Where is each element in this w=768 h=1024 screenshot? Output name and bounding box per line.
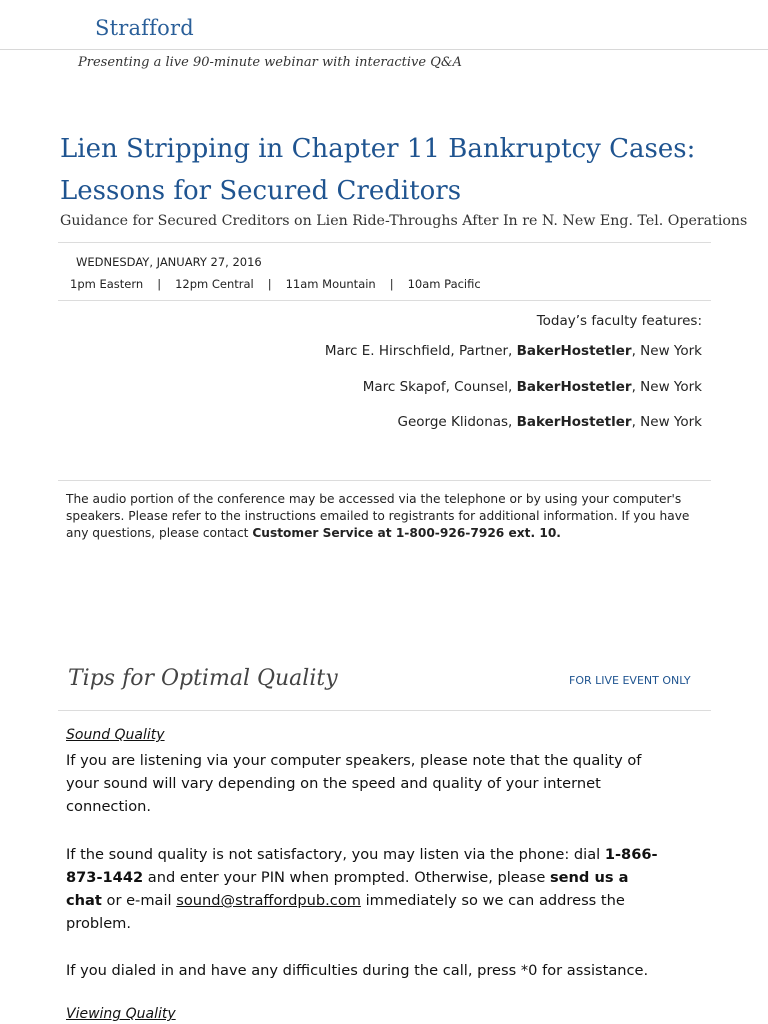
time-eastern: 1pm Eastern <box>70 277 144 291</box>
faculty-location: , New York <box>631 343 702 359</box>
send-chat-link[interactable]: send us a chat <box>66 869 629 909</box>
faculty-firm: BakerHostetler <box>516 379 632 395</box>
sound-p2-text: If the sound quality is not satisfactory, you may listen via the phone: dial <box>66 846 605 863</box>
sound-quality-heading: Sound Quality <box>66 727 165 743</box>
customer-service-contact: Customer Service at 1-800-926-7926 ext. 10. <box>252 526 561 540</box>
tips-title: Tips for Optimal Quality <box>68 666 338 691</box>
sound-paragraph-3: If you dialed in and have any difficulties during the call, press *0 for assistance. <box>66 962 649 979</box>
event-date: WEDNESDAY, JANUARY 27, 2016 <box>76 255 262 269</box>
faculty-name: George Klidonas, <box>397 414 517 430</box>
faculty-location: , New York <box>631 414 702 430</box>
divider <box>58 480 711 481</box>
viewing-quality-heading: Viewing Quality <box>66 1006 176 1022</box>
faculty-member <box>325 343 702 359</box>
sound-paragraph-1: If you are listening via your computer speakers, please note that the quality of your sound will vary depending on the speed and quality of your internet connection. <box>66 752 642 815</box>
sound-p2-text: or e-mail <box>101 892 177 909</box>
audio-text: The audio portion of the conference may be accessed via the telephone or by using your computer's speakers. Please refer to the instructions emailed to registrants for additional information. If you have any questions, please contact <box>66 492 690 540</box>
faculty-member <box>363 379 702 395</box>
tagline: Presenting a live 90-minute webinar with interactive Q&A <box>78 55 462 70</box>
time-pacific: 10am Pacific <box>407 277 481 291</box>
faculty-name: Marc E. Hirschfield, Partner, <box>324 343 517 359</box>
time-separator: | <box>389 277 394 291</box>
live-event-only-label: FOR LIVE EVENT ONLY <box>569 674 691 687</box>
faculty-firm: BakerHostetler <box>516 414 632 430</box>
time-separator: | <box>157 277 162 291</box>
header-divider <box>0 49 768 50</box>
webinar-subtitle: Guidance for Secured Creditors on Lien Ride-Throughs After In re N. New Eng. Tel. Operations <box>60 213 748 229</box>
title-line-2: Lessons for Secured Creditors <box>60 176 462 206</box>
divider <box>58 300 711 301</box>
sound-paragraph-2 <box>66 843 666 935</box>
faculty-location: , New York <box>631 379 702 395</box>
time-central: 12pm Central <box>175 277 254 291</box>
faculty-name: Marc Skapof, Counsel, <box>362 379 517 395</box>
sound-email-link[interactable]: sound@straffordpub.com <box>176 892 361 909</box>
time-mountain: 11am Mountain <box>285 277 376 291</box>
dial-in-number: 1-866-873-1442 <box>66 846 658 886</box>
time-separator: | <box>267 277 272 291</box>
sound-p2-text: and enter your PIN when prompted. Otherwise, please <box>143 869 550 886</box>
divider <box>58 710 711 711</box>
strafford-logo: Strafford <box>95 16 194 40</box>
faculty-member <box>398 414 703 430</box>
audio-instructions <box>66 491 706 542</box>
webinar-title <box>60 128 740 212</box>
faculty-firm: BakerHostetler <box>516 343 632 359</box>
sound-p2-text: immediately so we can address the problem. <box>66 892 625 932</box>
title-line-1: Lien Stripping in Chapter 11 Bankruptcy Cases: <box>60 134 696 164</box>
faculty-heading: Today’s faculty features: <box>536 313 702 329</box>
divider <box>58 242 711 243</box>
event-times <box>70 277 481 291</box>
